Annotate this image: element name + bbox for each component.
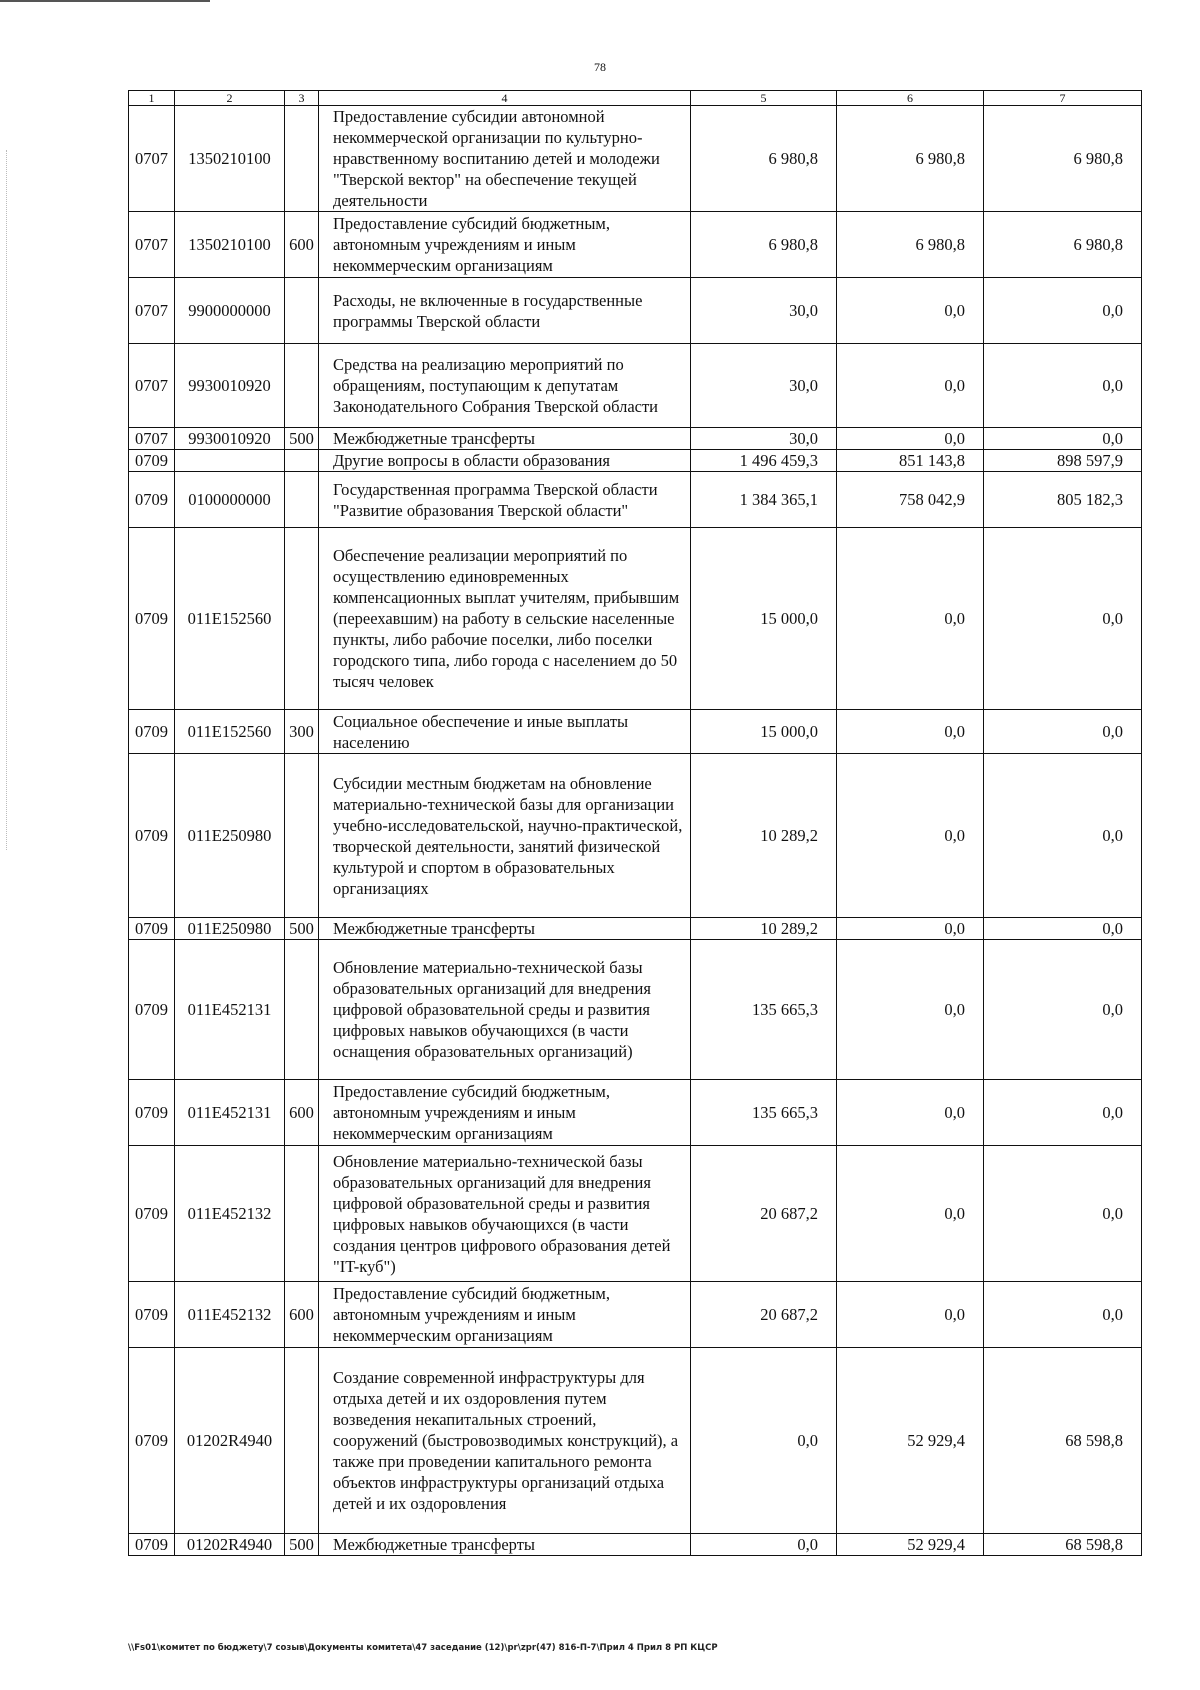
row-section-code: 0709 [129, 1080, 175, 1146]
row-description: Межбюджетные трансферты [319, 918, 691, 940]
row-section-code: 0709 [129, 754, 175, 918]
row-expense-type: 500 [285, 918, 319, 940]
row-amount-col7: 0,0 [984, 428, 1142, 450]
row-description: Расходы, не включенные в государственные программы Тверской области [319, 278, 691, 344]
row-amount-col6: 758 042,9 [837, 472, 984, 528]
row-section-code: 0709 [129, 450, 175, 472]
row-section-code: 0707 [129, 106, 175, 212]
row-amount-col5: 135 665,3 [691, 1080, 837, 1146]
column-number: 7 [984, 91, 1142, 106]
table-row [129, 710, 1142, 754]
row-expense-type [285, 754, 319, 918]
row-amount-col6: 6 980,8 [837, 212, 984, 278]
table-row [129, 278, 1142, 344]
table-row [129, 1146, 1142, 1282]
row-amount-col5: 30,0 [691, 344, 837, 428]
row-target-code [175, 450, 285, 472]
row-target-code: 1350210100 [175, 106, 285, 212]
row-expense-type [285, 1348, 319, 1534]
table-row [129, 344, 1142, 428]
row-target-code: 011E152560 [175, 528, 285, 710]
row-target-code: 9930010920 [175, 344, 285, 428]
column-number: 6 [837, 91, 984, 106]
row-amount-col7: 6 980,8 [984, 106, 1142, 212]
row-amount-col5: 0,0 [691, 1348, 837, 1534]
row-amount-col7: 0,0 [984, 528, 1142, 710]
table-row [129, 754, 1142, 918]
row-description: Средства на реализацию мероприятий по обращениям, поступающим к депутатам Законодательного Собрания Тверской области [319, 344, 691, 428]
row-description: Другие вопросы в области образования [319, 450, 691, 472]
row-expense-type [285, 528, 319, 710]
table-row [129, 1534, 1142, 1556]
row-target-code: 011E452131 [175, 1080, 285, 1146]
row-description: Предоставление субсидий бюджетным, автономным учреждениям и иным некоммерческим организациям [319, 1282, 691, 1348]
table-row [129, 940, 1142, 1080]
row-expense-type: 300 [285, 710, 319, 754]
row-amount-col5: 20 687,2 [691, 1282, 837, 1348]
row-section-code: 0707 [129, 212, 175, 278]
row-amount-col5: 0,0 [691, 1534, 837, 1556]
row-amount-col7: 6 980,8 [984, 212, 1142, 278]
table-row [129, 428, 1142, 450]
table-row [129, 106, 1142, 212]
column-number: 3 [285, 91, 319, 106]
row-target-code: 01202R4940 [175, 1534, 285, 1556]
row-description: Обновление материально-технической базы образовательных организаций для внедрения цифровой образовательной среды и развития цифровых навыков обучающихся (в части создания центров цифрового образования детей "IT-куб") [319, 1146, 691, 1282]
row-description: Социальное обеспечение и иные выплаты населению [319, 710, 691, 754]
row-section-code: 0709 [129, 1534, 175, 1556]
row-expense-type: 600 [285, 212, 319, 278]
table-body [129, 91, 1142, 1556]
row-expense-type: 600 [285, 1282, 319, 1348]
column-number-row [129, 91, 1142, 106]
row-description: Предоставление субсидий бюджетным, автономным учреждениям и иным некоммерческим организациям [319, 1080, 691, 1146]
row-amount-col5: 1 384 365,1 [691, 472, 837, 528]
row-amount-col5: 6 980,8 [691, 106, 837, 212]
row-amount-col6: 0,0 [837, 1146, 984, 1282]
row-amount-col7: 0,0 [984, 1146, 1142, 1282]
row-description: Субсидии местным бюджетам на обновление материально-технической базы для организации учебно-исследовательской, научно-практической, творческой деятельности, занятий физической культурой и спортом в образовательных организациях [319, 754, 691, 918]
row-target-code: 011E250980 [175, 754, 285, 918]
row-amount-col5: 15 000,0 [691, 710, 837, 754]
table-row [129, 1348, 1142, 1534]
top-rule [0, 0, 210, 2]
table-row [129, 528, 1142, 710]
row-expense-type [285, 1146, 319, 1282]
row-amount-col7: 0,0 [984, 344, 1142, 428]
row-section-code: 0709 [129, 918, 175, 940]
row-amount-col5: 30,0 [691, 428, 837, 450]
table-row [129, 1080, 1142, 1146]
row-amount-col7: 898 597,9 [984, 450, 1142, 472]
row-amount-col7: 0,0 [984, 1282, 1142, 1348]
scan-margin-marks [6, 150, 11, 850]
column-number: 2 [175, 91, 285, 106]
table-row [129, 1282, 1142, 1348]
row-section-code: 0707 [129, 428, 175, 450]
row-expense-type: 500 [285, 428, 319, 450]
row-amount-col7: 68 598,8 [984, 1348, 1142, 1534]
row-amount-col6: 0,0 [837, 710, 984, 754]
page-number: 78 [594, 60, 606, 74]
row-amount-col5: 20 687,2 [691, 1146, 837, 1282]
row-target-code: 011E452132 [175, 1282, 285, 1348]
row-amount-col6: 0,0 [837, 940, 984, 1080]
column-number: 1 [129, 91, 175, 106]
row-amount-col7: 0,0 [984, 940, 1142, 1080]
row-section-code: 0709 [129, 940, 175, 1080]
table-row [129, 472, 1142, 528]
column-number: 5 [691, 91, 837, 106]
row-description: Государственная программа Тверской области "Развитие образования Тверской области" [319, 472, 691, 528]
row-amount-col7: 68 598,8 [984, 1534, 1142, 1556]
row-target-code: 0100000000 [175, 472, 285, 528]
row-amount-col6: 0,0 [837, 918, 984, 940]
row-expense-type [285, 278, 319, 344]
row-expense-type [285, 344, 319, 428]
row-section-code: 0709 [129, 528, 175, 710]
row-target-code: 01202R4940 [175, 1348, 285, 1534]
row-amount-col7: 805 182,3 [984, 472, 1142, 528]
row-amount-col5: 15 000,0 [691, 528, 837, 710]
row-amount-col6: 6 980,8 [837, 106, 984, 212]
row-description: Обновление материально-технической базы образовательных организаций для внедрения цифровой образовательной среды и развития цифровых навыков обучающихся (в части оснащения образовательных организаций) [319, 940, 691, 1080]
row-amount-col6: 0,0 [837, 278, 984, 344]
row-amount-col6: 851 143,8 [837, 450, 984, 472]
row-expense-type [285, 106, 319, 212]
row-amount-col5: 30,0 [691, 278, 837, 344]
row-description: Обеспечение реализации мероприятий по осуществлению единовременных компенсационных выплат учителям, прибывшим (переехавшим) на работу в сельские населенные пункты, либо рабочие поселки, либо поселки городского типа, либо города с населением до 50 тысяч человек [319, 528, 691, 710]
table-row [129, 212, 1142, 278]
row-target-code: 011E250980 [175, 918, 285, 940]
row-expense-type: 600 [285, 1080, 319, 1146]
row-description: Предоставление субсидии автономной некоммерческой организации по культурно-нравственному воспитанию детей и молодежи "Тверской вектор" на обеспечение текущей деятельности [319, 106, 691, 212]
row-expense-type [285, 472, 319, 528]
row-section-code: 0709 [129, 1282, 175, 1348]
row-amount-col6: 0,0 [837, 754, 984, 918]
row-description: Создание современной инфраструктуры для отдыха детей и их оздоровления путем возведения некапитальных строений, сооружений (быстровозводимых конструкций), а также при проведении капитального ремонта объектов инфраструктуры организаций отдыха детей и их оздоровления [319, 1348, 691, 1534]
row-amount-col5: 10 289,2 [691, 918, 837, 940]
table-row [129, 450, 1142, 472]
column-number: 4 [319, 91, 691, 106]
row-amount-col6: 52 929,4 [837, 1348, 984, 1534]
row-amount-col7: 0,0 [984, 278, 1142, 344]
row-amount-col6: 0,0 [837, 1080, 984, 1146]
row-amount-col7: 0,0 [984, 710, 1142, 754]
row-section-code: 0709 [129, 1348, 175, 1534]
row-target-code: 011E152560 [175, 710, 285, 754]
row-amount-col6: 52 929,4 [837, 1534, 984, 1556]
row-target-code: 011E452131 [175, 940, 285, 1080]
row-description: Межбюджетные трансферты [319, 428, 691, 450]
row-description: Предоставление субсидий бюджетным, автономным учреждениям и иным некоммерческим организациям [319, 212, 691, 278]
row-section-code: 0709 [129, 710, 175, 754]
row-amount-col7: 0,0 [984, 754, 1142, 918]
row-amount-col5: 6 980,8 [691, 212, 837, 278]
row-amount-col6: 0,0 [837, 428, 984, 450]
row-section-code: 0707 [129, 344, 175, 428]
row-target-code: 9930010920 [175, 428, 285, 450]
row-description: Межбюджетные трансферты [319, 1534, 691, 1556]
budget-table [128, 90, 1142, 1556]
table-row [129, 918, 1142, 940]
row-section-code: 0707 [129, 278, 175, 344]
footer-file-path: \\Fs01\комитет по бюджету\7 созыв\Документы комитета\47 заседание (12)\pr\zpr(47) 816-П-7\Прил 4 Прил 8 РП КЦСР [128, 1643, 718, 1653]
row-amount-col6: 0,0 [837, 1282, 984, 1348]
row-section-code: 0709 [129, 472, 175, 528]
row-amount-col5: 1 496 459,3 [691, 450, 837, 472]
row-amount-col7: 0,0 [984, 1080, 1142, 1146]
row-amount-col5: 10 289,2 [691, 754, 837, 918]
row-amount-col6: 0,0 [837, 528, 984, 710]
row-amount-col7: 0,0 [984, 918, 1142, 940]
row-target-code: 9900000000 [175, 278, 285, 344]
row-section-code: 0709 [129, 1146, 175, 1282]
row-amount-col6: 0,0 [837, 344, 984, 428]
row-target-code: 1350210100 [175, 212, 285, 278]
row-expense-type: 500 [285, 1534, 319, 1556]
row-target-code: 011E452132 [175, 1146, 285, 1282]
row-expense-type [285, 450, 319, 472]
row-amount-col5: 135 665,3 [691, 940, 837, 1080]
row-expense-type [285, 940, 319, 1080]
